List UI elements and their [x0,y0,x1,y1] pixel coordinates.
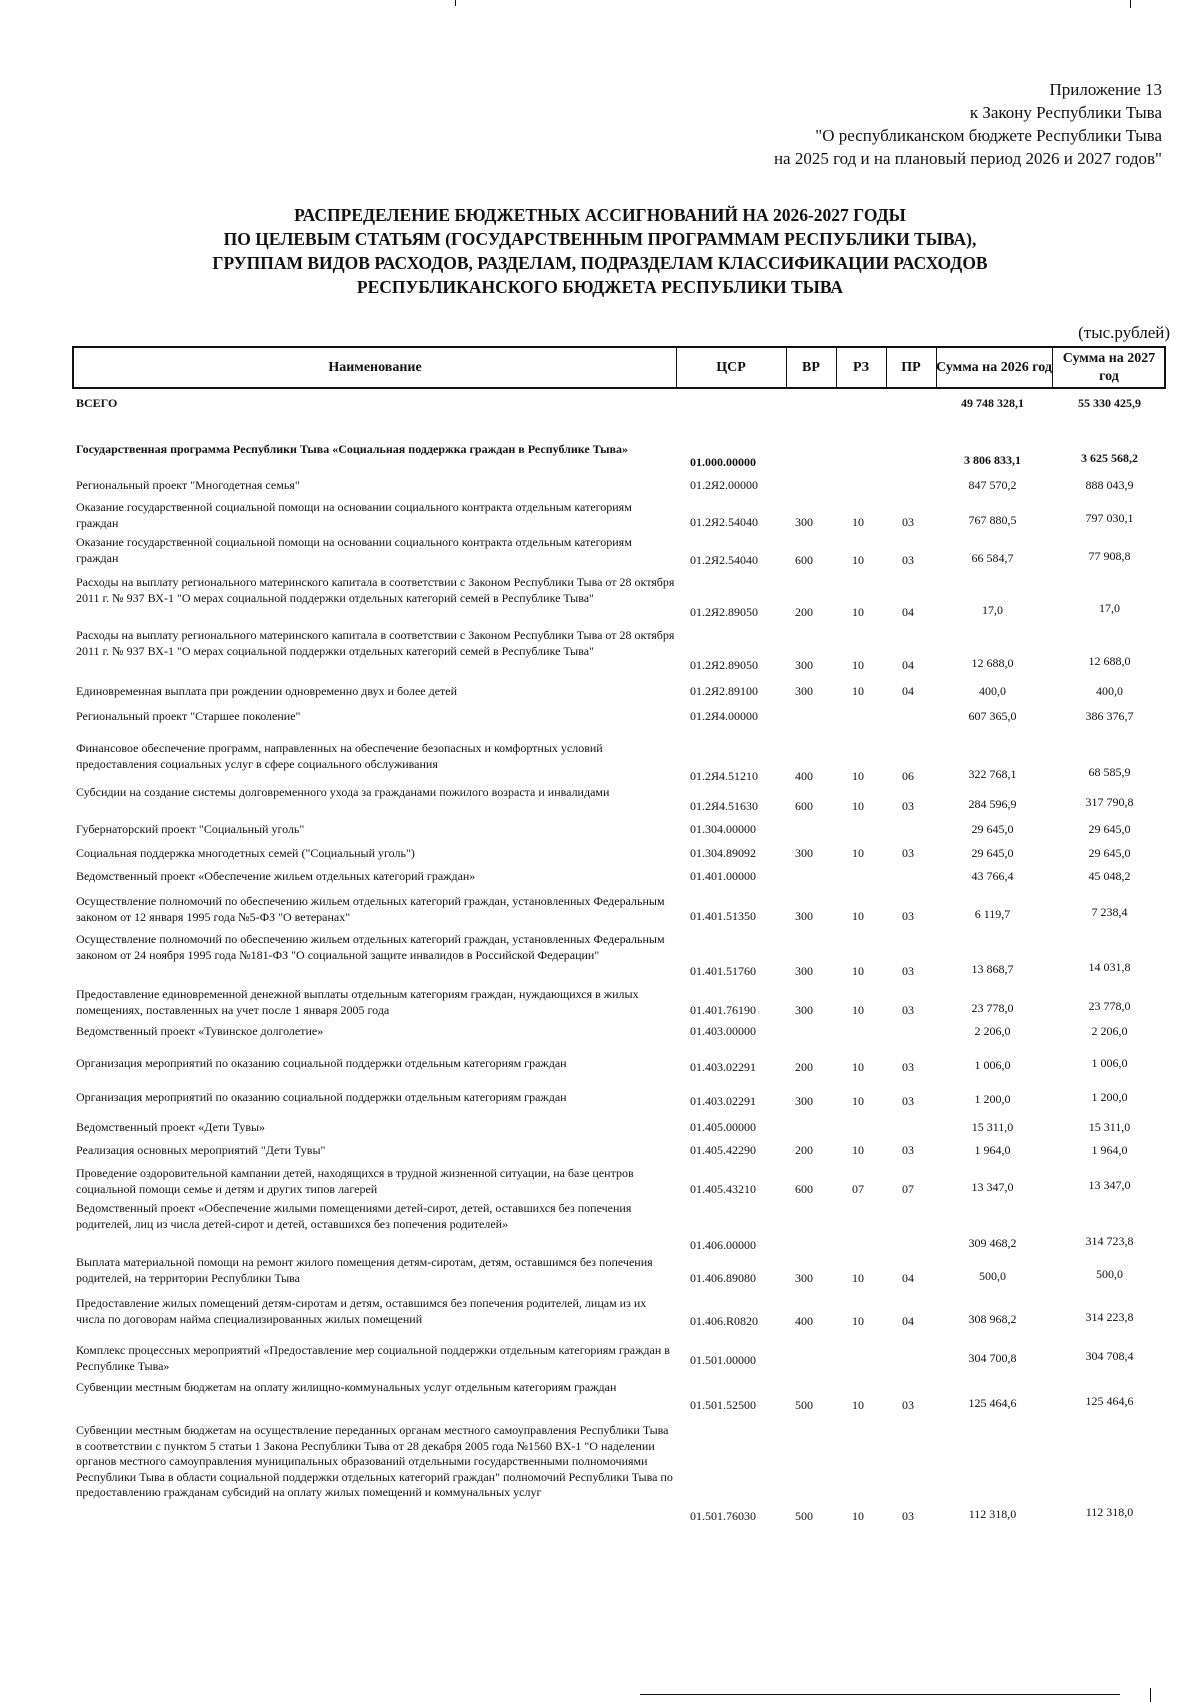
row-vr: 600 [795,1182,813,1196]
scan-mark-top-right [1130,0,1131,8]
total-sum-2026: 49 748 328,1 [961,396,1024,410]
row-csr: 01.406.R0820 [690,1314,759,1328]
row-sum-2026: 322 768,1 [968,767,1017,781]
row-sum-2026: 304 700,8 [968,1351,1017,1365]
row-rz: 10 [852,1509,864,1523]
row-csr: 01.401.51760 [690,964,756,978]
row-rz: 10 [852,553,864,567]
row-rz: 10 [852,964,864,978]
appendix-header [774,78,1162,170]
row-sum-2027: 317 790,8 [1085,795,1134,809]
row-csr: 01.000.00000 [690,455,756,469]
row-sum-2027: 386 376,7 [1085,709,1134,723]
row-name: Губернаторский проект "Социальный уголь" [76,822,305,836]
row-rz: 10 [852,1003,864,1017]
row-sum-2026: 500,0 [979,1269,1006,1283]
row-sum-2026: 6 119,7 [974,907,1011,921]
row-name: Реализация основных мероприятий "Дети Тувы" [76,1143,326,1157]
row-pr: 03 [902,1003,914,1017]
row-vr: 200 [795,1060,813,1074]
row-name: Проведение оздоровительной кампании детей, находящихся в трудной жизненной ситуации, на базе центров социальной помощи семье и детям и других типов лагерей [76,1166,634,1196]
column-header-name: Наименование [328,359,422,375]
row-rz: 10 [852,799,864,813]
row-name: Расходы на выплату регионального материнского капитала в соответствии с Законом Республики Тыва от 28 октября 2011 г. № 937 ВХ-1 "О мерах социальной поддержки отдельных категорий семей в Республике Тыва" [76,575,675,605]
row-name: Осуществление полномочий по обеспечению жильем отдельных категорий граждан, установленных Федеральным законом от 12 января 1995 года №5-ФЗ "О ветеранах" [76,894,665,924]
row-rz: 10 [852,1398,864,1412]
row-pr: 03 [902,909,914,923]
row-vr: 300 [795,1094,813,1108]
row-rz: 10 [852,846,864,860]
row-csr: 01.2Я4.00000 [690,709,759,723]
row-pr: 04 [902,1271,914,1285]
row-csr: 01.2Я4.51210 [690,769,759,783]
column-header-vr: ВР [802,359,820,375]
row-pr: 03 [902,1143,914,1157]
row-csr: 01.405.00000 [690,1120,756,1134]
row-sum-2026: 12 688,0 [971,656,1014,670]
footer-rule [640,1694,1120,1695]
row-pr: 03 [902,799,914,813]
row-csr: 01.501.00000 [690,1353,756,1367]
document-title [0,203,1200,299]
row-rz: 10 [852,684,864,698]
row-name: Единовременная выплата при рождении одновременно двух и более детей [76,684,458,698]
row-csr: 01.2Я2.54040 [690,553,759,567]
row-pr: 03 [902,515,914,529]
row-sum-2027: 1 006,0 [1091,1056,1128,1070]
row-csr: 01.405.42290 [690,1143,756,1157]
row-pr: 03 [902,553,914,567]
row-pr: 04 [902,1314,914,1328]
row-sum-2026: 13 347,0 [971,1180,1014,1194]
row-rz: 10 [852,769,864,783]
row-vr: 500 [795,1398,813,1412]
row-vr: 200 [795,605,813,619]
row-pr: 04 [902,684,914,698]
row-csr: 01.501.76030 [690,1509,756,1523]
row-csr: 01.2Я2.89050 [690,658,759,672]
appendix-line-2: к Закону Республики Тыва [969,103,1162,122]
row-sum-2026: 309 468,2 [968,1236,1017,1250]
row-sum-2026: 1 006,0 [974,1058,1011,1072]
row-name: Субвенции местным бюджетам на оплату жилищно-коммунальных услуг отдельным категориям граждан [76,1380,617,1394]
row-sum-2026: 17,0 [982,603,1003,617]
row-sum-2026: 29 645,0 [971,846,1014,860]
row-csr: 01.501.52500 [690,1398,756,1412]
row-sum-2026: 1 964,0 [974,1143,1011,1157]
row-sum-2027: 125 464,6 [1085,1394,1134,1408]
row-sum-2027: 45 048,2 [1088,869,1131,883]
row-rz: 10 [852,658,864,672]
row-vr: 300 [795,515,813,529]
row-sum-2026: 847 570,2 [968,478,1017,492]
row-pr: 03 [902,1509,914,1523]
row-name: Комплекс процессных мероприятий «Предоставление мер социальной поддержки отдельным категориям граждан в Республике Тыва» [76,1343,670,1373]
row-pr: 03 [902,1398,914,1412]
row-rz: 10 [852,1271,864,1285]
row-csr: 01.2Я4.51630 [690,799,759,813]
row-name: Субвенции местным бюджетам на осуществление переданных органам местного самоуправления Республики Тыва в соответствии с пунктом 5 статьи 1 Закона Республики Тыва от 28 декабря 2005 года №1560 ВХ-1 "О наделении органов местного самоуправления муниципальных образований отдельными государственными полномочиями Республики Тыва в области социальной поддержки отдельных категорий граждан" полномочий Республики Тыва по предоставлению гражданам субсидий на оплату жилых помещений и коммунальных услуг [76,1423,673,1499]
row-sum-2027: 314 723,8 [1085,1234,1134,1248]
row-rz: 10 [852,1314,864,1328]
row-sum-2027: 29 645,0 [1088,822,1131,836]
row-name: Ведомственный проект «Тувинское долголетие» [76,1024,324,1038]
row-csr: 01.2Я2.89050 [690,605,759,619]
row-vr: 400 [795,769,813,783]
row-name: Государственная программа Республики Тыва «Социальная поддержка граждан в Республике Тыва» [76,442,629,456]
row-pr: 03 [902,1094,914,1108]
row-vr: 400 [795,1314,813,1328]
row-pr: 07 [902,1182,914,1196]
row-csr: 01.403.02291 [690,1060,756,1074]
row-pr: 03 [902,846,914,860]
row-pr: 06 [902,769,914,783]
appendix-line-1: Приложение 13 [1049,80,1162,99]
row-rz: 10 [852,1060,864,1074]
row-sum-2026: 284 596,9 [968,797,1017,811]
row-name: Выплата материальной помощи на ремонт жилого помещения детям-сиротам, детям, оставшимся без попечения родителей, на территории Республики Тыва [76,1255,653,1285]
row-csr: 01.304.89092 [690,846,756,860]
row-sum-2027: 797 030,1 [1085,511,1134,525]
row-sum-2026: 112 318,0 [968,1507,1017,1521]
row-csr: 01.2Я2.00000 [690,478,759,492]
row-name: Расходы на выплату регионального материнского капитала в соответствии с Законом Республики Тыва от 28 октября 2011 г. № 937 ВХ-1 "О мерах социальной поддержки отдельных категорий семей в Республике Тыва" [76,628,675,658]
row-rz: 10 [852,605,864,619]
column-header-csr: ЦСР [716,359,746,375]
row-vr: 500 [795,1509,813,1523]
row-sum-2026: 15 311,0 [971,1120,1014,1134]
row-sum-2026: 29 645,0 [971,822,1014,836]
row-name: Региональный проект "Старшее поколение" [76,709,301,723]
row-rz: 10 [852,515,864,529]
row-sum-2027: 314 223,8 [1085,1310,1134,1324]
row-sum-2027: 23 778,0 [1088,999,1131,1013]
row-pr: 04 [902,658,914,672]
column-header-sum-2026: Сумма на 2026 год [936,359,1052,375]
row-sum-2027: 14 031,8 [1088,960,1131,974]
row-name: Предоставление единовременной денежной выплаты отдельным категориям граждан, нуждающихся в жилых помещениях, поставленных на учет после 1 января 2005 года [76,987,639,1017]
row-name: Финансовое обеспечение программ, направленных на обеспечение безопасных и комфортных условий предоставления социальных услуг в сфере социального обслуживания [76,741,603,771]
row-sum-2026: 767 880,5 [968,513,1017,527]
row-name: Организация мероприятий по оказанию социальной поддержки отдельным категориям граждан [76,1090,567,1104]
row-sum-2026: 23 778,0 [971,1001,1014,1015]
row-csr: 01.2Я2.89100 [690,684,759,698]
row-name: Социальная поддержка многодетных семей ("Социальный уголь") [76,846,415,860]
row-name: Субсидии на создание системы долговременного ухода за гражданами пожилого возраста и инвалидами [76,785,610,799]
title-line-2: ПО ЦЕЛЕВЫМ СТАТЬЯМ (ГОСУДАРСТВЕННЫМ ПРОГРАММАМ РЕСПУБЛИКИ ТЫВА), [223,229,977,249]
row-sum-2026: 43 766,4 [971,869,1014,883]
row-name: Организация мероприятий по оказанию социальной поддержки отдельным категориям граждан [76,1056,567,1070]
column-header-sum-2027: Сумма на 2027 год [1062,350,1156,384]
row-pr: 04 [902,605,914,619]
scan-mark-top [455,0,456,6]
row-sum-2026: 400,0 [979,684,1006,698]
row-name: Предоставление жилых помещений детям-сиротам и детям, оставшимся без попечения родителей, лицам из их числа по договорам найма специализированных жилых помещений [76,1296,647,1326]
row-name: Региональный проект "Многодетная семья" [76,478,300,492]
title-line-1: РАСПРЕДЕЛЕНИЕ БЮДЖЕТНЫХ АССИГНОВАНИЙ НА 2026-2027 ГОДЫ [294,205,906,225]
row-sum-2027: 304 708,4 [1085,1349,1134,1363]
row-name: Ведомственный проект «Обеспечение жильем отдельных категорий граждан» [76,869,476,883]
title-line-3: ГРУППАМ ВИДОВ РАСХОДОВ, РАЗДЕЛАМ, ПОДРАЗДЕЛАМ КЛАССИФИКАЦИИ РАСХОДОВ [212,253,988,273]
row-csr: 01.403.02291 [690,1094,756,1108]
row-sum-2027: 1 964,0 [1091,1143,1128,1157]
row-sum-2027: 1 200,0 [1091,1090,1128,1104]
row-sum-2026: 1 200,0 [974,1092,1011,1106]
column-header-rz: РЗ [852,359,870,375]
row-vr: 300 [795,684,813,698]
row-sum-2026: 13 868,7 [971,962,1014,976]
row-sum-2027: 112 318,0 [1085,1505,1134,1519]
row-vr: 300 [795,1271,813,1285]
row-name: Оказание государственной социальной помощи на основании социального контракта отдельным категориям граждан [76,535,632,565]
row-sum-2026: 308 968,2 [968,1312,1017,1326]
row-rz: 07 [852,1182,864,1196]
column-header-pr: ПР [901,359,921,375]
row-vr: 200 [795,1143,813,1157]
row-csr: 01.401.76190 [690,1003,756,1017]
row-sum-2027: 888 043,9 [1085,478,1134,492]
total-label: ВСЕГО [76,396,118,410]
row-sum-2027: 3 625 568,2 [1081,451,1138,465]
row-csr: 01.304.00000 [690,822,756,836]
row-name: Ведомственный проект «Дети Тувы» [76,1120,266,1134]
row-vr: 300 [795,964,813,978]
row-sum-2027: 68 585,9 [1088,765,1131,779]
row-rz: 10 [852,1143,864,1157]
row-name: Ведомственный проект «Обеспечение жилыми помещениями детей-сирот, детей, оставшихся без попечения родителей, лиц из числа детей-сирот и детей, оставшихся без попечения родителей» [76,1201,632,1231]
row-sum-2027: 2 206,0 [1091,1024,1128,1038]
row-sum-2027: 13 347,0 [1088,1178,1131,1192]
row-sum-2026: 66 584,7 [971,551,1014,565]
row-csr: 01.406.00000 [690,1238,756,1252]
row-sum-2027: 15 311,0 [1088,1120,1131,1134]
total-sum-2027: 55 330 425,9 [1078,396,1141,410]
row-sum-2027: 400,0 [1096,684,1123,698]
units-label: (тыс.рублей) [1078,323,1170,342]
row-vr: 600 [795,799,813,813]
row-rz: 10 [852,1094,864,1108]
row-csr: 01.405.43210 [690,1182,756,1196]
title-line-4: РЕСПУБЛИКАНСКОГО БЮДЖЕТА РЕСПУБЛИКИ ТЫВА [356,277,844,297]
row-csr: 01.403.00000 [690,1024,756,1038]
row-sum-2027: 29 645,0 [1088,846,1131,860]
row-sum-2026: 3 806 833,1 [964,453,1021,467]
row-pr: 03 [902,1060,914,1074]
row-sum-2026: 607 365,0 [968,709,1017,723]
row-vr: 300 [795,909,813,923]
row-pr: 03 [902,964,914,978]
row-vr: 600 [795,553,813,567]
row-csr: 01.401.00000 [690,869,756,883]
row-vr: 300 [795,1003,813,1017]
row-csr: 01.406.89080 [690,1271,756,1285]
appendix-line-3: "О республиканском бюджете Республики Тыва [815,126,1162,145]
row-sum-2027: 12 688,0 [1088,654,1131,668]
row-sum-2026: 2 206,0 [974,1024,1011,1038]
row-name: Оказание государственной социальной помощи на основании социального контракта отдельным категориям граждан [76,500,632,530]
row-rz: 10 [852,909,864,923]
row-sum-2026: 125 464,6 [968,1396,1017,1410]
row-vr: 300 [795,846,813,860]
row-sum-2027: 77 908,8 [1088,549,1131,563]
footer-mark [1150,1688,1151,1702]
row-sum-2027: 500,0 [1096,1267,1123,1281]
row-name: Осуществление полномочий по обеспечению жильем отдельных категорий граждан, установленных Федеральным законом от 24 ноября 1995 года №181-ФЗ "О социальной защите инвалидов в Российской Федерации" [76,932,665,962]
row-vr: 300 [795,658,813,672]
row-csr: 01.401.51350 [690,909,756,923]
table-header [72,346,1166,389]
row-sum-2027: 17,0 [1099,601,1120,615]
row-csr: 01.2Я2.54040 [690,515,759,529]
appendix-line-4: на 2025 год и на плановый период 2026 и 2027 годов" [773,149,1162,168]
row-sum-2027: 7 238,4 [1091,905,1128,919]
